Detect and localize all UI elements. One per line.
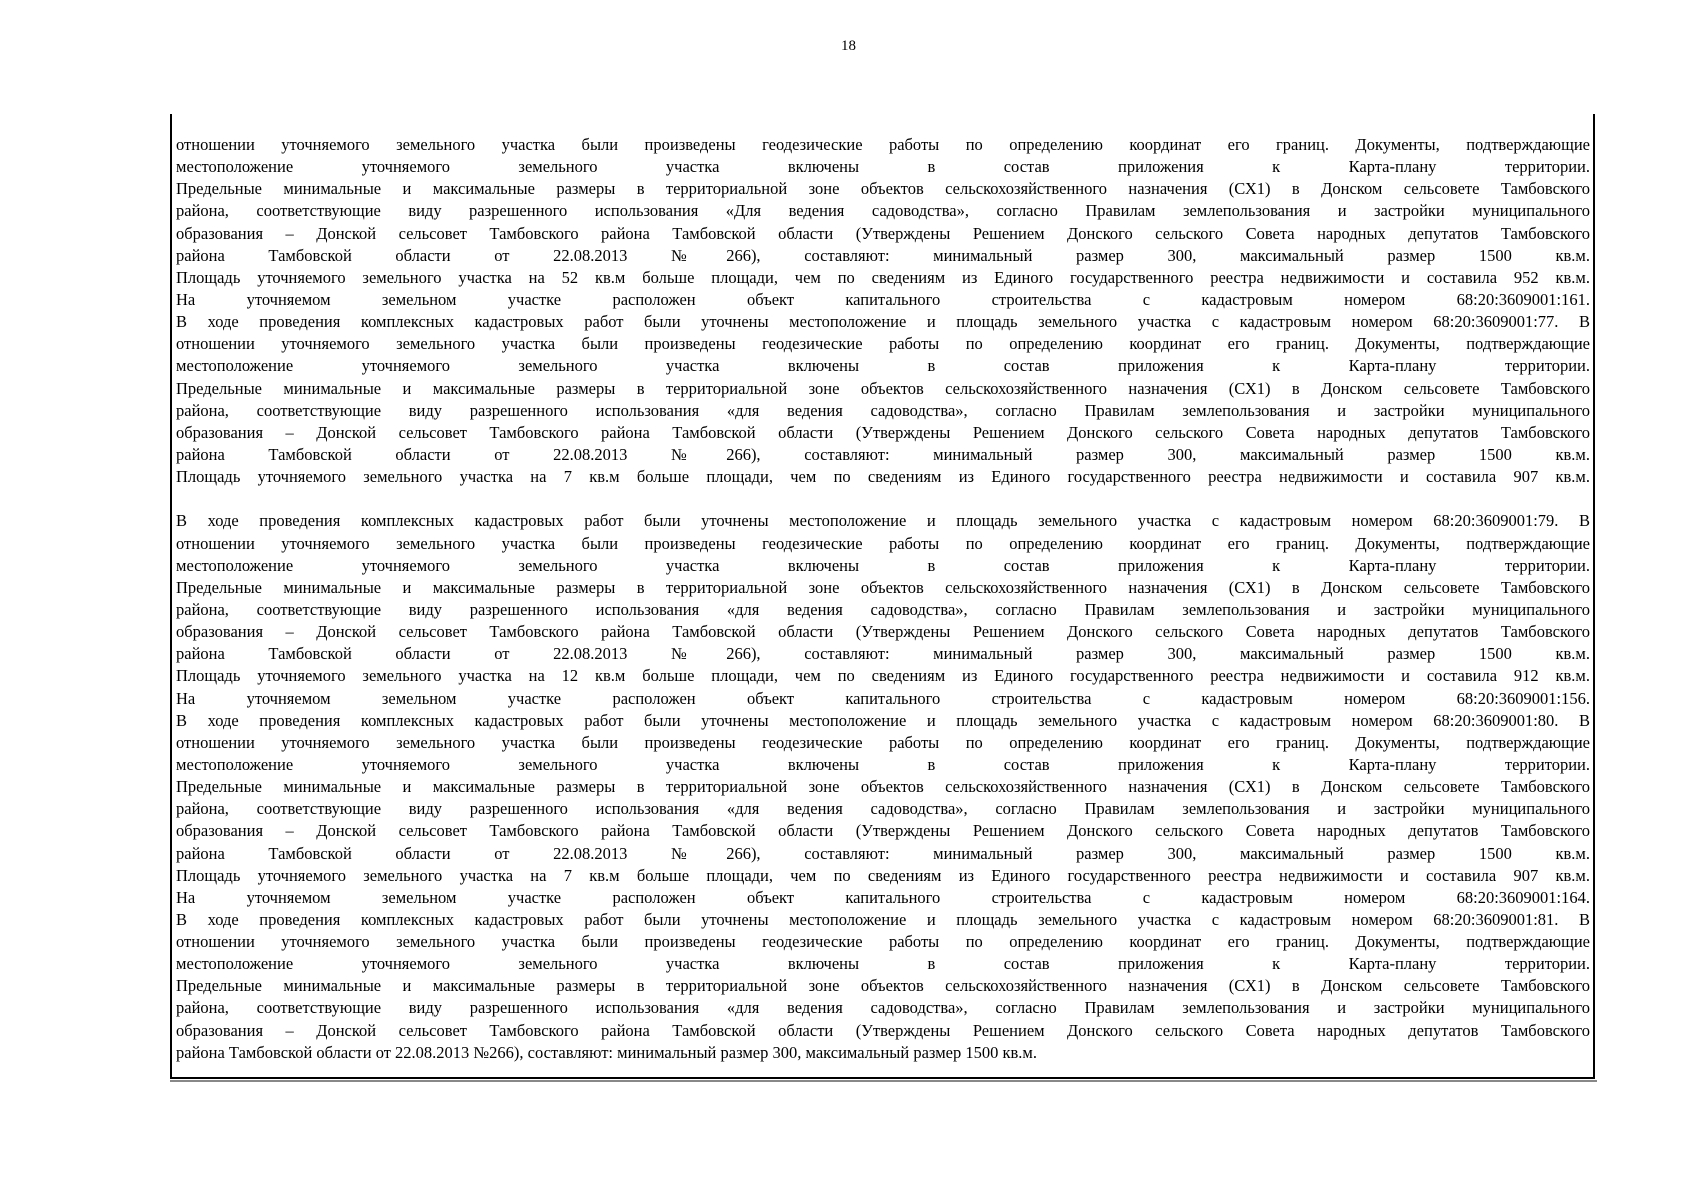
text-line: местоположение уточняемого земельного участка включены в состав приложения к Карта-плану территории. [176,555,1590,575]
text-line: Площадь уточняемого земельного участка на 7 кв.м больше площади, чем по сведениям из Единого государственного реестра недвижимости и составила 907 кв.м. [176,865,1590,885]
text-line: района Тамбовской области от 22.08.2013 №266), составляют: минимальный размер 300, максимальный размер 1500 кв.м. [176,245,1590,265]
text-line: района, соответствующие виду разрешенного использования «для ведения садоводства», согласно Правилам землепользования и застройки муниципального [176,799,1590,819]
paragraph-gap [176,488,1590,510]
text-line: На уточняемом земельном участке расположен объект капитального строительства с кадастровым номером 68:20:3609001:164. [176,887,1590,907]
text-line: местоположение уточняемого земельного участка включены в состав приложения к Карта-плану территории. [176,157,1590,177]
text-line: Предельные минимальные и максимальные размеры в территориальной зоне объектов сельскохозяйственного назначения (СХ1) в Донском сельсовете Тамбовского [176,179,1590,199]
text-line: района, соответствующие виду разрешенного использования «для ведения садоводства», согласно Правилам землепользования и застройки муниципального [176,998,1590,1018]
text-line: отношении уточняемого земельного участка были произведены геодезические работы по определению координат его границ. Документы, подтверждающие [176,932,1590,952]
text-line: отношении уточняемого земельного участка были произведены геодезические работы по определению координат его границ. Документы, подтверждающие [176,334,1590,354]
text-line: района, соответствующие виду разрешенного использования «Для ведения садоводства», согласно Правилам землепользования и застройки муниципального [176,201,1590,221]
text-line: Предельные минимальные и максимальные размеры в территориальной зоне объектов сельскохозяйственного назначения (СХ1) в Донском сельсовете Тамбовского [176,777,1590,797]
text-line: района Тамбовской области от 22.08.2013 №266), составляют: минимальный размер 300, максимальный размер 1500 кв.м. [176,644,1590,664]
text-line: образования – Донской сельсовет Тамбовского района Тамбовской области (Утверждены Решением Донского сельского Совета народных депутатов Тамбовского [176,1020,1590,1040]
text-line: Площадь уточняемого земельного участка на 12 кв.м больше площади, чем по сведениям из Единого государственного реестра недвижимости и составила 912 кв.м. [176,666,1590,686]
text-line: образования – Донской сельсовет Тамбовского района Тамбовской области (Утверждены Решением Донского сельского Совета народных депутатов Тамбовского [176,622,1590,642]
text-line: отношении уточняемого земельного участка были произведены геодезические работы по определению координат его границ. Документы, подтверждающие [176,135,1590,154]
text-line: Предельные минимальные и максимальные размеры в территориальной зоне объектов сельскохозяйственного назначения (СХ1) в Донском сельсовете Тамбовского [176,577,1590,597]
text-line: местоположение уточняемого земельного участка включены в состав приложения к Карта-плану территории. [176,954,1590,974]
text-line: Предельные минимальные и максимальные размеры в территориальной зоне объектов сельскохозяйственного назначения (СХ1) в Донском сельсовете Тамбовского [176,976,1590,996]
text-line: района, соответствующие виду разрешенного использования «для ведения садоводства», согласно Правилам землепользования и застройки муниципального [176,599,1590,619]
text-line: образования – Донской сельсовет Тамбовского района Тамбовской области (Утверждены Решением Донского сельского Совета народных депутатов Тамбовского [176,422,1590,442]
text-line: местоположение уточняемого земельного участка включены в состав приложения к Карта-плану территории. [176,356,1590,376]
text-line: В ходе проведения комплексных кадастровых работ были уточнены местоположение и площадь земельного участка с кадастровым номером 68:20:3609001:80. В [176,710,1590,730]
text-line: Площадь уточняемого земельного участка на 7 кв.м больше площади, чем по сведениям из Единого государственного реестра недвижимости и составила 907 кв.м. [176,467,1590,487]
frame-shadow [170,1080,1597,1082]
text-line: Предельные минимальные и максимальные размеры в территориальной зоне объектов сельскохозяйственного назначения (СХ1) в Донском сельсовете Тамбовского [176,378,1590,398]
text-line: Площадь уточняемого земельного участка на 52 кв.м больше площади, чем по сведениям из Единого государственного реестра недвижимости и составила 952 кв.м. [176,267,1590,287]
text-line: района Тамбовской области от 22.08.2013 №266), составляют: минимальный размер 300, максимальный размер 1500 кв.м. [176,444,1590,464]
text-line: На уточняемом земельном участке расположен объект капитального строительства с кадастровым номером 68:20:3609001:156. [176,688,1590,708]
text-line: образования – Донской сельсовет Тамбовского района Тамбовской области (Утверждены Решением Донского сельского Совета народных депутатов Тамбовского [176,821,1590,841]
page-number: 18 [841,38,856,54]
text-line: отношении уточняемого земельного участка были произведены геодезические работы по определению координат его границ. Документы, подтверждающие [176,533,1590,553]
text-line: На уточняемом земельном участке расположен объект капитального строительства с кадастровым номером 68:20:3609001:161. [176,289,1590,309]
text-line: местоположение уточняемого земельного участка включены в состав приложения к Карта-плану территории. [176,754,1590,774]
text-line: В ходе проведения комплексных кадастровых работ были уточнены местоположение и площадь земельного участка с кадастровым номером 68:20:3609001:77. В [176,312,1590,332]
text-line: образования – Донской сельсовет Тамбовского района Тамбовской области (Утверждены Решением Донского сельского Совета народных депутатов Тамбовского [176,223,1590,243]
text-line: района, соответствующие виду разрешенного использования «для ведения садоводства», согласно Правилам землепользования и застройки муниципального [176,400,1590,420]
text-line: района Тамбовской области от 22.08.2013 №266), составляют: минимальный размер 300, максимальный размер 1500 кв.м. [176,1042,1037,1062]
text-line: отношении уточняемого земельного участка были произведены геодезические работы по определению координат его границ. Документы, подтверждающие [176,732,1590,752]
document-body [176,134,1590,1064]
text-frame [170,114,1595,1079]
text-line: района Тамбовской области от 22.08.2013 №266), составляют: минимальный размер 300, максимальный размер 1500 кв.м. [176,843,1590,863]
text-line: В ходе проведения комплексных кадастровых работ были уточнены местоположение и площадь земельного участка с кадастровым номером 68:20:3609001:79. В [176,511,1590,531]
text-line: В ходе проведения комплексных кадастровых работ были уточнены местоположение и площадь земельного участка с кадастровым номером 68:20:3609001:81. В [176,909,1590,929]
